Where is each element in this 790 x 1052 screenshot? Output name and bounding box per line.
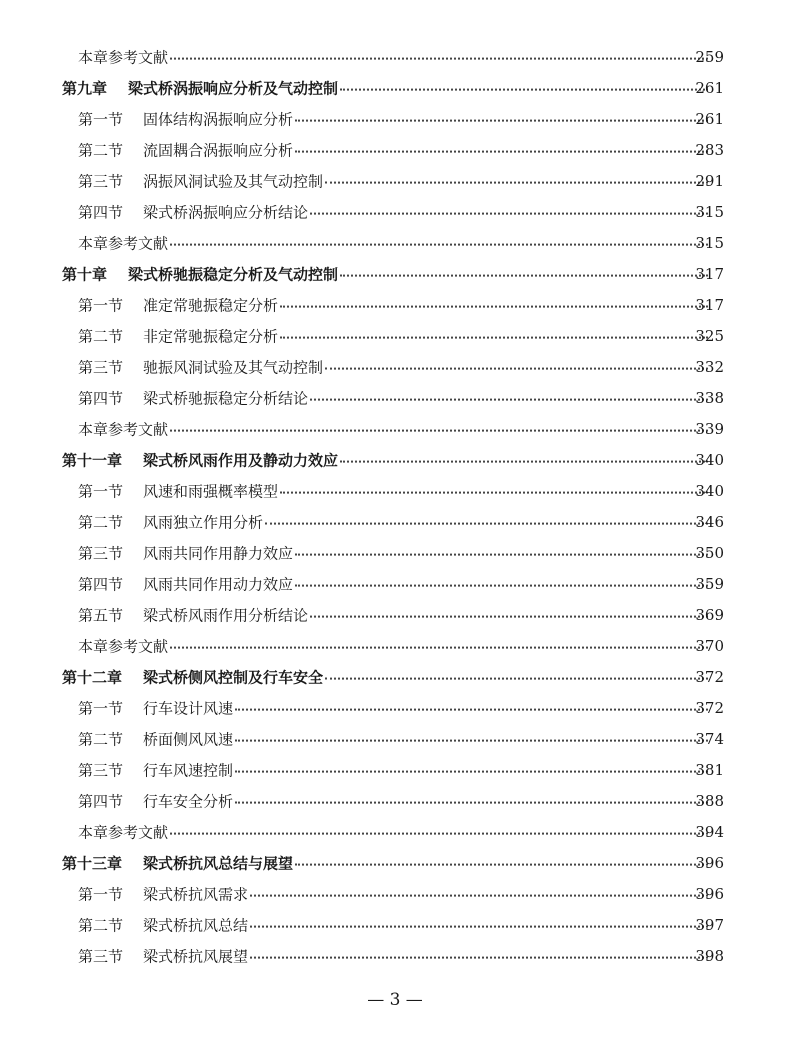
toc-references-row[interactable] <box>0 630 790 661</box>
page-ref: 346 <box>695 512 724 531</box>
page-ref: 372 <box>695 667 724 686</box>
chapter-title: 梁式桥驰振稳定分析及气动控制 <box>128 265 339 283</box>
page-ref: 317 <box>695 295 724 314</box>
toc-references-row[interactable] <box>0 41 790 72</box>
leader-dots <box>280 334 708 338</box>
section-label: 第二节 <box>78 513 124 531</box>
toc-section-row[interactable] <box>0 754 790 785</box>
page-number: — 3 — <box>367 990 423 1010</box>
section-label: 第三节 <box>78 761 124 779</box>
leader-dots <box>295 551 708 555</box>
toc-section-row[interactable] <box>0 196 790 227</box>
section-title: 流固耦合涡振响应分析 <box>143 141 294 159</box>
section-label: 第一节 <box>78 699 124 717</box>
leader-dots <box>325 179 708 183</box>
section-title: 固体结构涡振响应分析 <box>143 110 294 128</box>
section-label: 第二节 <box>78 916 124 934</box>
page-ref: 332 <box>695 357 724 376</box>
leader-dots <box>310 210 708 214</box>
toc-chapter-row[interactable] <box>0 661 790 692</box>
section-title: 行车安全分析 <box>143 792 234 810</box>
chapter-label: 第十二章 <box>62 668 123 686</box>
section-label: 第五节 <box>78 606 124 624</box>
section-title: 风雨独立作用分析 <box>143 513 264 531</box>
page-ref: 315 <box>695 202 724 221</box>
leader-dots <box>250 954 708 958</box>
toc-section-row[interactable] <box>0 940 790 971</box>
section-label: 第一节 <box>78 482 124 500</box>
page-ref: 261 <box>695 78 724 97</box>
leader-dots <box>235 706 708 710</box>
section-label: 第三节 <box>78 544 124 562</box>
section-title: 风速和雨强概率模型 <box>143 482 279 500</box>
page-ref: 396 <box>695 853 724 872</box>
references-title: 本章参考文献 <box>78 823 169 841</box>
page-ref: 388 <box>695 791 724 810</box>
leader-dots <box>295 117 708 121</box>
page-ref: 397 <box>695 915 724 934</box>
section-label: 第二节 <box>78 730 124 748</box>
leader-dots <box>325 675 708 679</box>
page-ref: 283 <box>695 140 724 159</box>
section-title: 梁式桥涡振响应分析结论 <box>143 203 309 221</box>
leader-dots <box>170 644 708 648</box>
section-label: 第三节 <box>78 172 124 190</box>
toc-section-row[interactable] <box>0 351 790 382</box>
toc-references-row[interactable] <box>0 227 790 258</box>
section-label: 第一节 <box>78 885 124 903</box>
section-title: 行车风速控制 <box>143 761 234 779</box>
chapter-label: 第九章 <box>62 79 108 97</box>
leader-dots <box>170 241 708 245</box>
section-title: 行车设计风速 <box>143 699 234 717</box>
leader-dots <box>310 613 708 617</box>
section-title: 梁式桥驰振稳定分析结论 <box>143 389 309 407</box>
toc-section-row[interactable] <box>0 785 790 816</box>
toc-section-row[interactable] <box>0 909 790 940</box>
page-ref: 261 <box>695 109 724 128</box>
page-ref: 340 <box>695 450 724 469</box>
leader-dots <box>250 923 708 927</box>
leader-dots <box>265 520 708 524</box>
toc-section-row[interactable] <box>0 599 790 630</box>
page-ref: 325 <box>695 326 724 345</box>
page-ref: 398 <box>695 946 724 965</box>
leader-dots <box>295 861 708 865</box>
section-title: 梁式桥抗风展望 <box>143 947 249 965</box>
toc-chapter-row[interactable] <box>0 444 790 475</box>
page-ref: 317 <box>695 264 724 283</box>
section-title: 非定常驰振稳定分析 <box>143 327 279 345</box>
section-label: 第四节 <box>78 203 124 221</box>
references-title: 本章参考文献 <box>78 420 169 438</box>
page-ref: 374 <box>695 729 724 748</box>
chapter-title: 梁式桥抗风总结与展望 <box>143 854 294 872</box>
chapter-label: 第十一章 <box>62 451 123 469</box>
chapter-label: 第十章 <box>62 265 108 283</box>
leader-dots <box>295 582 708 586</box>
section-label: 第二节 <box>78 327 124 345</box>
chapter-title: 梁式桥涡振响应分析及气动控制 <box>128 79 339 97</box>
toc-section-row[interactable] <box>0 134 790 165</box>
page-ref: 394 <box>695 822 724 841</box>
toc-chapter-row[interactable] <box>0 258 790 289</box>
leader-dots <box>325 365 708 369</box>
section-label: 第三节 <box>78 947 124 965</box>
page-ref: 315 <box>695 233 724 252</box>
leader-dots <box>340 86 708 90</box>
page-ref: 350 <box>695 543 724 562</box>
toc-references-row[interactable] <box>0 413 790 444</box>
table-of-contents <box>0 41 790 971</box>
page-ref: 339 <box>695 419 724 438</box>
leader-dots <box>170 55 708 59</box>
section-title: 梁式桥抗风需求 <box>143 885 249 903</box>
toc-section-row[interactable] <box>0 289 790 320</box>
toc-references-row[interactable] <box>0 816 790 847</box>
toc-section-row[interactable] <box>0 878 790 909</box>
leader-dots <box>280 303 708 307</box>
page-ref: 372 <box>695 698 724 717</box>
leader-dots <box>235 737 708 741</box>
leader-dots <box>235 768 708 772</box>
toc-section-row[interactable] <box>0 723 790 754</box>
references-title: 本章参考文献 <box>78 48 169 66</box>
section-title: 风雨共同作用静力效应 <box>143 544 294 562</box>
page-ref: 381 <box>695 760 724 779</box>
leader-dots <box>340 272 708 276</box>
section-title: 梁式桥风雨作用分析结论 <box>143 606 309 624</box>
section-label: 第三节 <box>78 358 124 376</box>
chapter-label: 第十三章 <box>62 854 123 872</box>
toc-section-row[interactable] <box>0 568 790 599</box>
toc-section-row[interactable] <box>0 506 790 537</box>
toc-chapter-row[interactable] <box>0 847 790 878</box>
toc-section-row[interactable] <box>0 320 790 351</box>
leader-dots <box>310 396 708 400</box>
section-label: 第二节 <box>78 141 124 159</box>
page-ref: 338 <box>695 388 724 407</box>
toc-section-row[interactable] <box>0 475 790 506</box>
references-title: 本章参考文献 <box>78 637 169 655</box>
toc-section-row[interactable] <box>0 692 790 723</box>
section-label: 第四节 <box>78 575 124 593</box>
toc-section-row[interactable] <box>0 382 790 413</box>
section-title: 涡振风洞试验及其气动控制 <box>143 172 324 190</box>
page-ref: 369 <box>695 605 724 624</box>
toc-section-row[interactable] <box>0 537 790 568</box>
page-ref: 370 <box>695 636 724 655</box>
leader-dots <box>235 799 708 803</box>
page-ref: 259 <box>695 47 724 66</box>
page-ref: 340 <box>695 481 724 500</box>
chapter-title: 梁式桥风雨作用及静动力效应 <box>143 451 339 469</box>
leader-dots <box>250 892 708 896</box>
leader-dots <box>340 458 708 462</box>
section-label: 第一节 <box>78 296 124 314</box>
section-label: 第四节 <box>78 792 124 810</box>
section-title: 风雨共同作用动力效应 <box>143 575 294 593</box>
section-title: 驰振风洞试验及其气动控制 <box>143 358 324 376</box>
toc-section-row[interactable] <box>0 165 790 196</box>
chapter-title: 梁式桥侧风控制及行车安全 <box>143 668 324 686</box>
leader-dots <box>280 489 708 493</box>
section-label: 第一节 <box>78 110 124 128</box>
toc-section-row[interactable] <box>0 103 790 134</box>
references-title: 本章参考文献 <box>78 234 169 252</box>
section-title: 准定常驰振稳定分析 <box>143 296 279 314</box>
page-ref: 291 <box>695 171 724 190</box>
toc-chapter-row[interactable] <box>0 72 790 103</box>
section-label: 第四节 <box>78 389 124 407</box>
leader-dots <box>295 148 708 152</box>
section-title: 桥面侧风风速 <box>143 730 234 748</box>
page-ref: 396 <box>695 884 724 903</box>
page-ref: 359 <box>695 574 724 593</box>
leader-dots <box>170 830 708 834</box>
leader-dots <box>170 427 708 431</box>
section-title: 梁式桥抗风总结 <box>143 916 249 934</box>
